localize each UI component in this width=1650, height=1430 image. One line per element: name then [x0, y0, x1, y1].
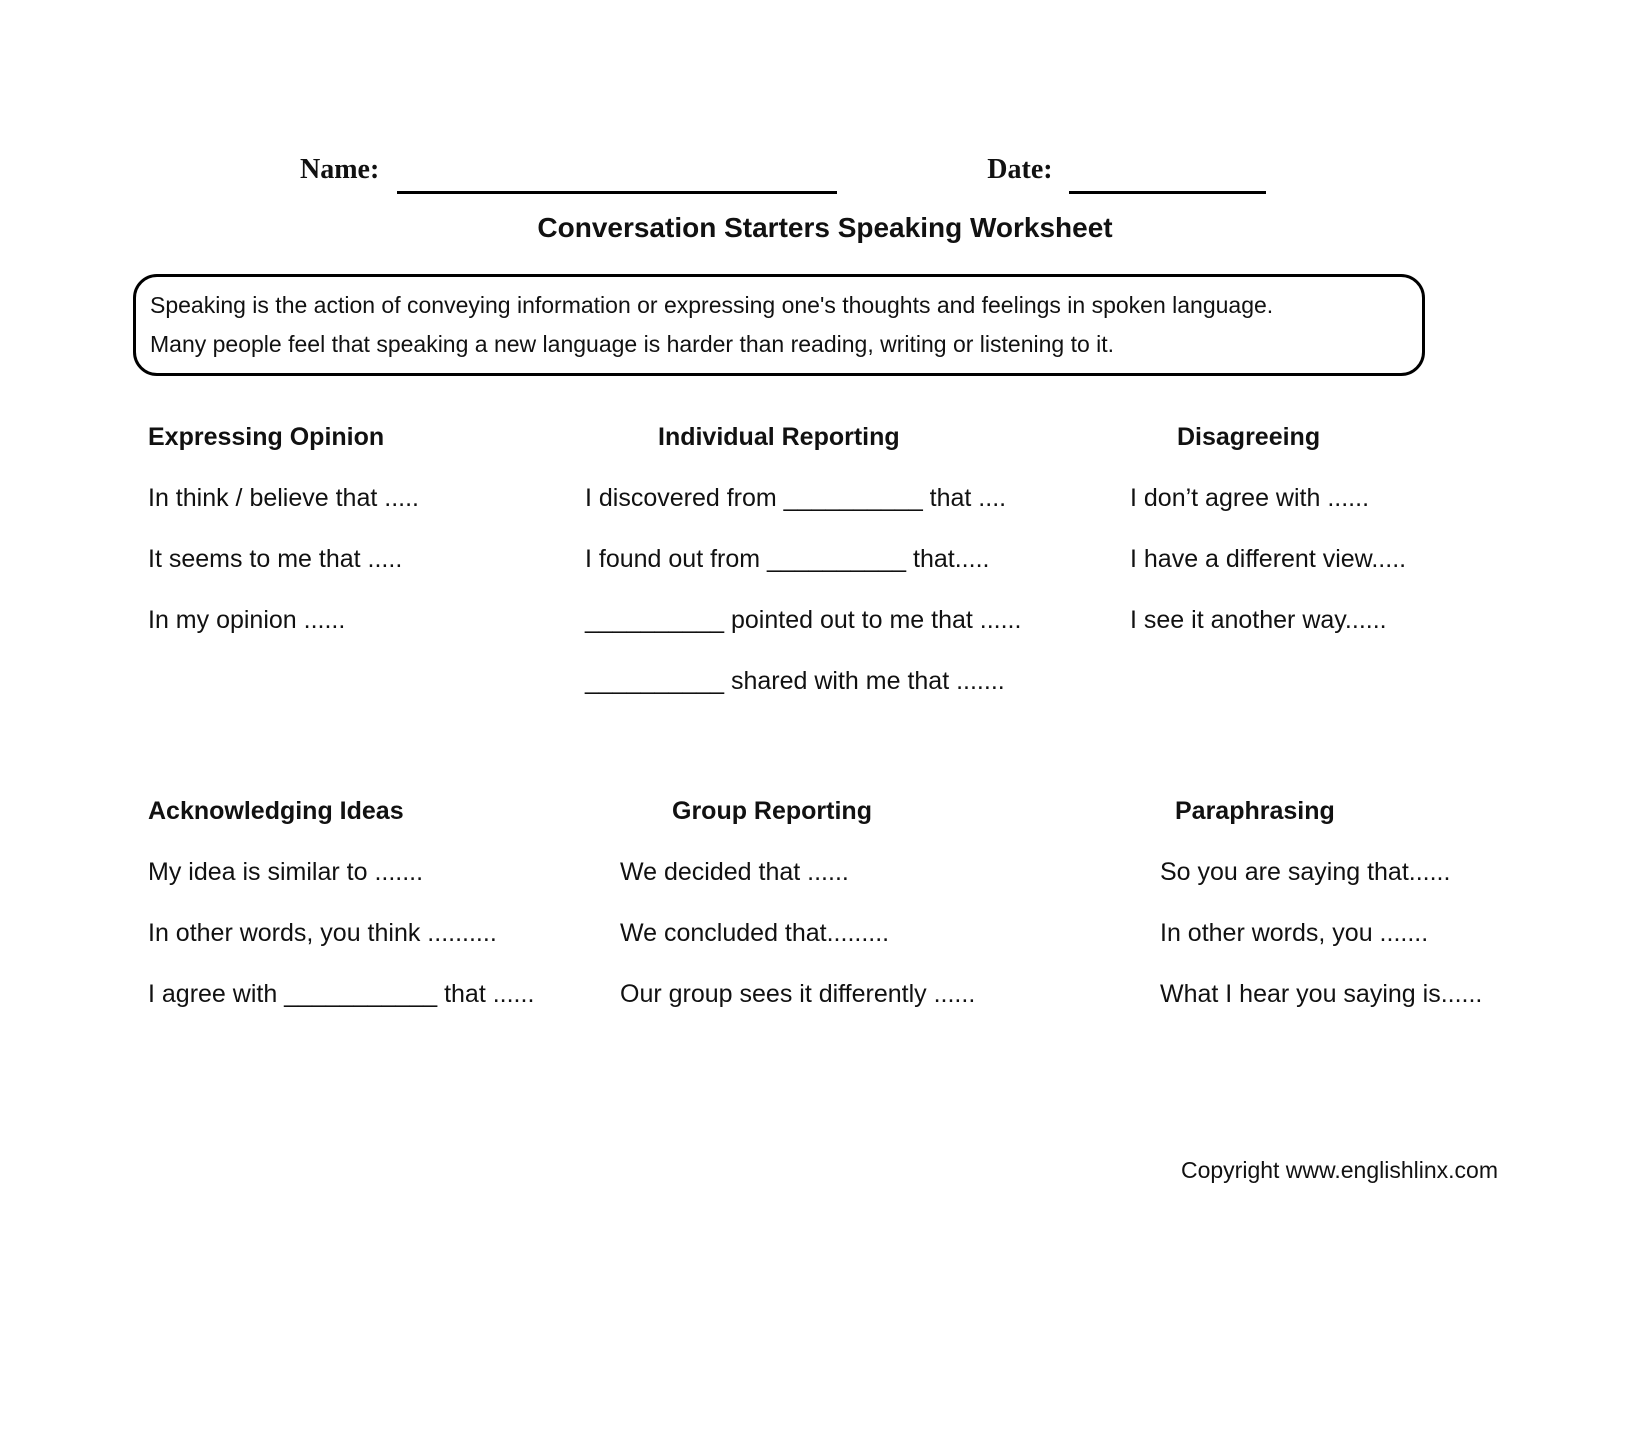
sentence-starter: __________ pointed out to me that ...... — [585, 606, 1022, 634]
sentence-starter: Our group sees it differently ...... — [620, 980, 976, 1008]
date-blank-line — [1069, 155, 1266, 194]
section-acknowledging-ideas — [148, 796, 585, 1009]
name-label: Name: — [300, 154, 380, 185]
sentence-starter: In other words, you ....... — [1160, 919, 1429, 947]
section-title: Acknowledging Ideas — [148, 797, 404, 825]
sentence-starter: I found out from __________ that..... — [585, 545, 990, 573]
section-title: Group Reporting — [672, 797, 872, 825]
sentence-starter: In other words, you think .......... — [148, 919, 497, 947]
intro-line: Many people feel that speaking a new language is harder than reading, writing or listening to it. — [150, 331, 1115, 357]
section-title: Expressing Opinion — [148, 423, 385, 451]
sentence-starter: It seems to me that ..... — [148, 545, 403, 573]
sentence-starter: I see it another way...... — [1130, 606, 1387, 634]
sentence-starter: In my opinion ...... — [148, 606, 346, 634]
section-disagreeing — [1130, 422, 1650, 696]
sentence-starter: My idea is similar to ....... — [148, 858, 424, 886]
intro-box — [133, 274, 1425, 376]
sentence-starter: We decided that ...... — [620, 858, 849, 886]
sentence-starter: What I hear you saying is...... — [1160, 980, 1483, 1008]
section-group-reporting — [585, 796, 1130, 1009]
sentence-starter: I agree with ___________ that ...... — [148, 980, 535, 1008]
worksheet-title: Conversation Starters Speaking Worksheet — [537, 212, 1113, 243]
sentence-starter: In think / believe that ..... — [148, 484, 419, 512]
section-paraphrasing — [1130, 796, 1650, 1009]
sections-row-1 — [148, 422, 1650, 696]
section-title: Disagreeing — [1177, 423, 1321, 451]
sentence-starter: __________ shared with me that ....... — [585, 667, 1005, 695]
sentence-starter: We concluded that......... — [620, 919, 890, 947]
sentence-starter: I discovered from __________ that .... — [585, 484, 1007, 512]
sections-row-2 — [148, 796, 1650, 1009]
section-title: Paraphrasing — [1175, 797, 1335, 825]
sentence-starter: So you are saying that...... — [1160, 858, 1451, 886]
sentence-starter: I don’t agree with ...... — [1130, 484, 1370, 512]
section-individual-reporting — [585, 422, 1130, 696]
copyright-text: Copyright www.englishlinx.com — [1180, 1157, 1498, 1183]
section-title: Individual Reporting — [658, 423, 900, 451]
section-expressing-opinion — [148, 422, 585, 696]
intro-line: Speaking is the action of conveying information or expressing one's thoughts and feelings in spoken language. — [150, 292, 1274, 318]
name-blank-line — [397, 155, 837, 194]
sentence-starter: I have a different view..... — [1130, 545, 1407, 573]
date-label: Date: — [987, 154, 1053, 185]
name-date-row — [300, 146, 1650, 188]
